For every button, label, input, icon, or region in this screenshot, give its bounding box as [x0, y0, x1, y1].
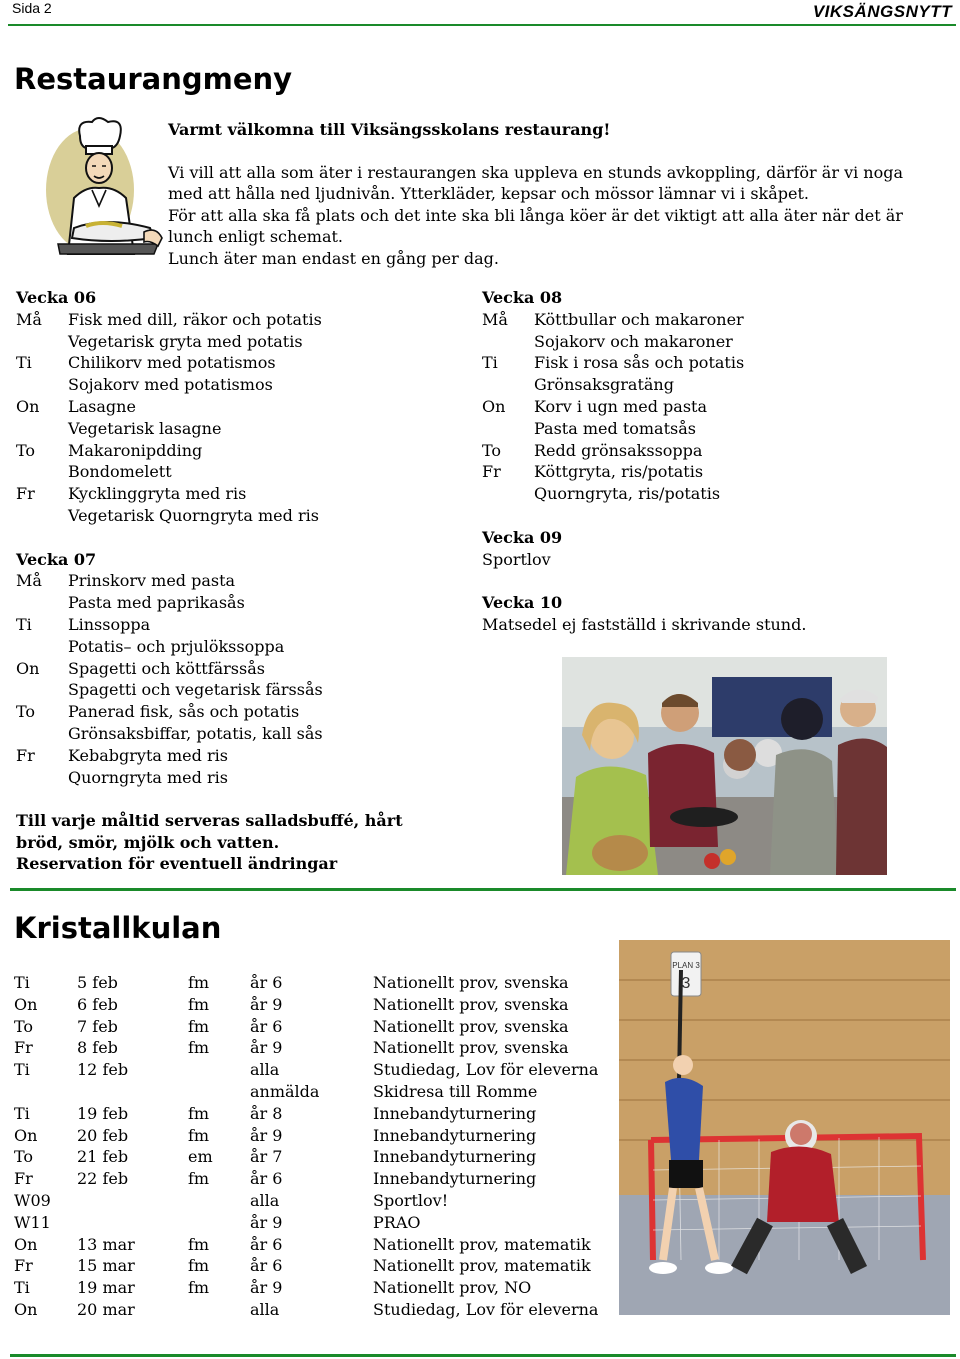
event-day: Ti	[14, 1103, 30, 1123]
event-group: alla	[250, 1299, 280, 1319]
menu-row	[16, 418, 456, 440]
menu-day	[16, 636, 68, 658]
event-date: 19 feb	[77, 1103, 129, 1123]
event-group: år 6	[250, 1234, 283, 1254]
menu-dish: Linssoppa	[68, 614, 151, 634]
event-time: fm	[188, 994, 210, 1014]
event-time: fm	[188, 1169, 210, 1189]
menu-day	[16, 679, 68, 701]
week-heading: Vecka 08	[482, 288, 563, 307]
menu-row	[16, 461, 456, 483]
menu-day: Ti	[482, 353, 498, 373]
floorball-photo	[619, 940, 950, 1315]
newsletter-title: VIKSÄNGSNYTT	[812, 2, 952, 21]
event-time	[188, 1190, 250, 1212]
event-date	[77, 1212, 188, 1234]
event-time: em	[188, 1147, 213, 1167]
menu-dish: Vegetarisk gryta med potatis	[68, 331, 303, 351]
event-row	[14, 1146, 598, 1168]
menu-row	[16, 374, 456, 396]
menu-day	[16, 418, 68, 440]
menu-dish: Chilikorv med potatismos	[68, 353, 276, 373]
menu-dish: Quorngryta med ris	[68, 767, 228, 787]
event-date: 15 mar	[77, 1256, 135, 1276]
event-row	[14, 1103, 598, 1125]
intro-line: lunch enligt schemat.	[168, 227, 344, 247]
menu-dish: Potatis– och prjulökssoppa	[68, 636, 285, 656]
menu-dish: Spagetti och köttfärssås	[68, 658, 265, 678]
week-note: Matsedel ej fastställd i skrivande stund.	[482, 614, 807, 634]
menu-row	[16, 745, 456, 767]
event-date: 12 feb	[77, 1060, 129, 1080]
event-row	[14, 1125, 598, 1147]
kristallkulan-table	[14, 972, 598, 1321]
event-day: W11	[14, 1212, 51, 1232]
menu-day	[16, 331, 68, 353]
menu-row	[482, 374, 952, 396]
event-description: Sportlov!	[373, 1190, 449, 1210]
event-day: W09	[14, 1190, 51, 1210]
menu-dish: Fisk med dill, räkor och potatis	[68, 309, 322, 329]
event-date: 5 feb	[77, 973, 118, 992]
menu-row	[482, 309, 952, 331]
event-group: år 9	[250, 1278, 283, 1298]
event-time	[188, 1081, 250, 1103]
event-day: To	[14, 1147, 34, 1167]
event-row	[14, 1059, 598, 1081]
event-description: Nationellt prov, svenska	[373, 1016, 569, 1036]
menu-dish: Pasta med paprikasås	[68, 593, 245, 613]
event-time: fm	[188, 1103, 210, 1123]
menu-day: On	[16, 396, 40, 416]
event-row	[14, 1299, 598, 1321]
menu-day	[482, 483, 534, 505]
menu-row	[16, 352, 456, 374]
menu-row	[482, 396, 952, 418]
event-date: 20 mar	[77, 1299, 135, 1319]
event-day	[14, 1081, 77, 1103]
menu-row	[482, 461, 952, 483]
menu-day	[482, 331, 534, 353]
event-group: år 9	[250, 994, 283, 1014]
event-day: Fr	[14, 1169, 33, 1189]
event-description: Nationellt prov, svenska	[373, 973, 569, 992]
menu-day: On	[16, 658, 40, 678]
menu-row	[16, 614, 456, 636]
menu-dish: Grönsaksbiffar, potatis, kall sås	[68, 723, 323, 743]
menu-row	[16, 483, 456, 505]
bottom-divider	[10, 1354, 956, 1357]
event-time	[188, 1059, 250, 1081]
menu-day: To	[16, 702, 36, 722]
menu-right	[482, 287, 952, 636]
event-day: Ti	[14, 1278, 30, 1298]
event-day: On	[14, 1234, 38, 1254]
event-row	[14, 1016, 598, 1038]
event-time: fm	[188, 1125, 210, 1145]
header-rule	[8, 24, 956, 26]
menu-row	[482, 440, 952, 462]
menu-day: Ti	[16, 614, 32, 634]
event-day: On	[14, 1125, 38, 1145]
menu-row	[16, 570, 456, 592]
event-day: On	[14, 1299, 38, 1319]
meal-note	[16, 810, 403, 875]
menu-day	[16, 374, 68, 396]
week-heading: Vecka 10	[482, 593, 563, 613]
menu-row	[482, 352, 952, 374]
event-row	[14, 1168, 598, 1190]
gym-sign: PLAN 3	[672, 961, 700, 970]
intro-line: För att alla ska få plats och det inte ska bli långa köer är det viktigt att alla äter när det är	[168, 205, 903, 225]
menu-day	[16, 723, 68, 745]
event-group: år 8	[250, 1103, 283, 1123]
event-date: 13 mar	[77, 1234, 135, 1254]
event-group: år 6	[250, 1016, 283, 1036]
menu-row	[16, 592, 456, 614]
menu-day: Ti	[16, 353, 32, 373]
event-date: 20 feb	[77, 1125, 129, 1145]
chef-illustration	[46, 116, 166, 266]
event-day: On	[14, 994, 38, 1014]
event-day: Fr	[14, 1038, 33, 1058]
event-group: år 9	[250, 1125, 283, 1145]
menu-day: On	[482, 396, 506, 416]
event-date: 8 feb	[77, 1038, 118, 1058]
event-time: fm	[188, 1278, 210, 1298]
event-date	[77, 1081, 188, 1103]
menu-dish: Redd grönsakssoppa	[534, 440, 703, 460]
menu-day: To	[16, 440, 36, 460]
menu-dish: Makaronipdding	[68, 440, 203, 460]
intro-line: med att hålla ned ljudnivån. Ytterkläder, kepsar och mössor lämnar vi i skåpet.	[168, 184, 810, 204]
week-heading: Vecka 07	[16, 549, 97, 569]
event-description: Studiedag, Lov för eleverna	[373, 1299, 599, 1319]
menu-row	[482, 483, 952, 505]
event-description: Nationellt prov, svenska	[373, 994, 569, 1014]
menu-row	[16, 505, 456, 527]
event-day: Ti	[14, 973, 30, 992]
menu-dish: Köttbullar och makaroner	[534, 309, 744, 329]
event-row	[14, 994, 598, 1016]
menu-dish: Vegetarisk Quorngryta med ris	[68, 505, 319, 525]
event-date	[77, 1190, 188, 1212]
event-description: Innebandyturnering	[373, 1147, 537, 1167]
menu-left	[16, 287, 456, 788]
event-description: Innebandyturnering	[373, 1103, 537, 1123]
menu-row	[16, 679, 456, 701]
event-group: år 6	[250, 973, 283, 992]
welcome-text: Varmt välkomna till Viksängsskolans restaurang!	[168, 120, 611, 139]
menu-row	[16, 723, 456, 745]
menu-dish: Quorngryta, ris/potatis	[534, 484, 721, 504]
event-time	[188, 1212, 250, 1234]
menu-day: Må	[16, 571, 42, 591]
event-description: Nationellt prov, NO	[373, 1278, 532, 1298]
menu-dish: Panerad fisk, sås och potatis	[68, 702, 300, 722]
menu-dish: Kycklinggryta med ris	[68, 484, 247, 504]
menu-row	[16, 701, 456, 723]
event-row	[14, 1255, 598, 1277]
event-description: Studiedag, Lov för eleverna	[373, 1060, 599, 1080]
event-date: 6 feb	[77, 994, 118, 1014]
meal-note-line: Till varje måltid serveras salladsbuffé, hårt	[16, 811, 403, 830]
menu-dish: Korv i ugn med pasta	[534, 396, 707, 416]
event-description: Skidresa till Romme	[373, 1081, 538, 1101]
event-row	[14, 1190, 598, 1212]
menu-day: Fr	[16, 484, 35, 504]
menu-day	[16, 767, 68, 789]
menu-day: Fr	[16, 745, 35, 765]
event-time: fm	[188, 1038, 210, 1058]
event-row	[14, 1212, 598, 1234]
event-group: år 6	[250, 1169, 283, 1189]
event-row	[14, 1037, 598, 1059]
menu-dish: Pasta med tomatsås	[534, 418, 696, 438]
event-time: fm	[188, 1016, 210, 1036]
section-divider	[10, 888, 956, 891]
event-day: To	[14, 1016, 34, 1036]
menu-dish: Kebabgryta med ris	[68, 745, 228, 765]
event-time: fm	[188, 1234, 210, 1254]
menu-row	[482, 418, 952, 440]
event-group: år 7	[250, 1147, 283, 1167]
event-date: 19 mar	[77, 1278, 135, 1298]
menu-day: Må	[16, 309, 42, 329]
event-day: Fr	[14, 1256, 33, 1276]
event-time: fm	[188, 973, 210, 992]
menu-dish: Grönsaksgratäng	[534, 375, 674, 395]
intro-line: Lunch äter man endast en gång per dag.	[168, 248, 499, 268]
meal-note-line: bröd, smör, mjölk och vatten.	[16, 832, 280, 852]
event-description: Innebandyturnering	[373, 1125, 537, 1145]
menu-dish: Köttgryta, ris/potatis	[534, 462, 704, 482]
restaurant-intro	[168, 119, 948, 270]
event-row	[14, 1234, 598, 1256]
event-group: anmälda	[250, 1081, 320, 1101]
menu-day: Må	[482, 309, 508, 329]
event-row	[14, 972, 598, 994]
menu-day	[16, 592, 68, 614]
menu-day	[482, 418, 534, 440]
menu-day: Fr	[482, 462, 501, 482]
week-heading: Vecka 09	[482, 527, 563, 547]
menu-row	[16, 331, 456, 353]
event-row	[14, 1277, 598, 1299]
event-group: år 9	[250, 1212, 283, 1232]
menu-row	[16, 396, 456, 418]
cafeteria-photo	[562, 657, 887, 875]
event-time: fm	[188, 1256, 210, 1276]
event-group: år 6	[250, 1256, 283, 1276]
week-heading: Vecka 06	[16, 288, 97, 307]
event-row	[14, 1081, 598, 1103]
menu-dish: Fisk i rosa sås och potatis	[534, 353, 745, 373]
menu-dish: Sojakorv och makaroner	[534, 331, 733, 351]
menu-day	[482, 374, 534, 396]
menu-dish: Sojakorv med potatismos	[68, 375, 273, 395]
event-time	[188, 1299, 250, 1321]
event-description: Nationellt prov, matematik	[373, 1234, 591, 1254]
event-date: 21 feb	[77, 1147, 129, 1167]
event-group: alla	[250, 1190, 280, 1210]
menu-row	[16, 440, 456, 462]
event-description: Nationellt prov, svenska	[373, 1038, 569, 1058]
menu-row	[482, 331, 952, 353]
menu-row	[16, 767, 456, 789]
kristallkulan-heading: Kristallkulan	[14, 911, 222, 945]
menu-dish: Lasagne	[68, 396, 136, 416]
menu-dish: Prinskorv med pasta	[68, 571, 236, 591]
menu-row	[16, 309, 456, 331]
intro-line: Vi vill att alla som äter i restaurangen ska uppleva en stunds avkoppling, därför är vi noga	[168, 162, 904, 182]
event-description: Innebandyturnering	[373, 1169, 537, 1189]
event-day: Ti	[14, 1060, 30, 1080]
event-group: år 9	[250, 1038, 283, 1058]
event-description: PRAO	[373, 1212, 421, 1232]
menu-dish: Vegetarisk lasagne	[68, 418, 222, 438]
event-date: 7 feb	[77, 1016, 118, 1036]
event-group: alla	[250, 1060, 280, 1080]
svg-text:3: 3	[681, 975, 691, 992]
restaurant-heading: Restaurangmeny	[14, 62, 293, 96]
menu-day	[16, 505, 68, 527]
menu-row	[16, 636, 456, 658]
page-number: Sida 2	[12, 0, 52, 16]
meal-note-line: Reservation för eventuell ändringar	[16, 854, 338, 874]
menu-row	[16, 658, 456, 680]
menu-dish: Bondomelett	[68, 462, 172, 482]
event-description: Nationellt prov, matematik	[373, 1256, 591, 1276]
menu-day: To	[482, 440, 502, 460]
menu-dish: Spagetti och vegetarisk färssås	[68, 680, 323, 700]
week-note: Sportlov	[482, 549, 551, 569]
menu-day	[16, 461, 68, 483]
event-date: 22 feb	[77, 1169, 129, 1189]
